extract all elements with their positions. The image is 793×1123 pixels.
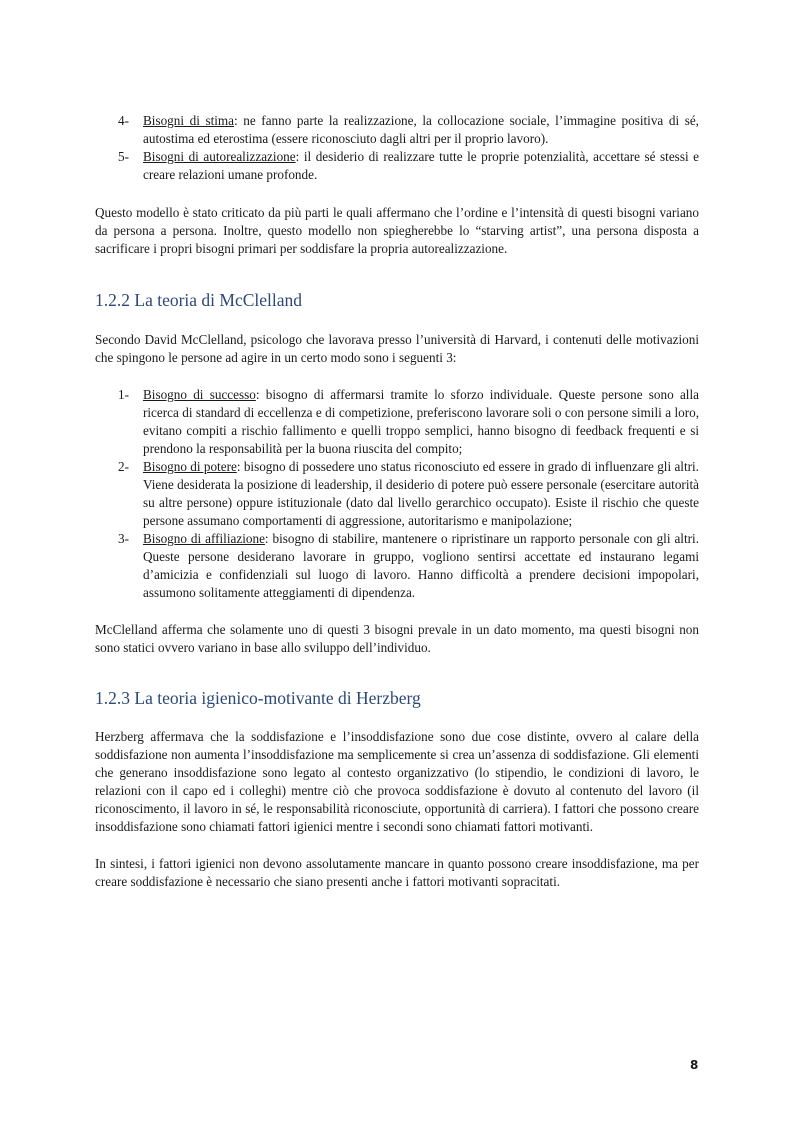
list-number: 5-	[118, 149, 129, 164]
paragraph-herzberg: Herzberg affermava che la soddisfazione e l’insoddisfazione sono due cose distinte, ovvero al calare della soddisfazione non aumenta l’insoddisfazione ma semplicemente si crea un’assenza di soddisfazione. Gli elementi che generano insoddisfazione sono legato al contesto organizzativo (lo stipendio, le condizioni di lavoro, le relazioni con il capo ed i colleghi) mentre ciò che provoca soddisfazione è dovuto al contenuto del lavoro (il riconoscimento, il lavoro in sé, le responsabilità riconosciute, opportunità di carriera). I fattori che possono creare insoddisfazione sono chiamati fattori igienici mentre i secondi sono chiamati fattori motivanti.	[95, 729, 699, 834]
paragraph-critique: Questo modello è stato criticato da più parti le quali affermano che l’ordine e l’intensità di questi bisogni variano da persona a persona. Inoltre, questo modello non spiegherebbe lo “starving artist”, una persona disposta a sacrificare i propri bisogni primari per soddisfare la propria autorealizzazione.	[95, 205, 699, 256]
paragraph-mcclelland-intro: Secondo David McClelland, psicologo che lavorava presso l’università di Harvard, i contenuti delle motivazioni che spingono le persone ad agire in un certo modo sono i seguenti 3:	[95, 332, 699, 365]
section-heading-mcclelland: 1.2.2 La teoria di McClelland	[95, 290, 303, 310]
list-text: : bisogno di stabilire, mantenere o ripristinare un rapporto personale con gli altri. Queste persone desiderano lavorare in gruppo, vogliono sentirsi accettate ed instaurano legami d’amicizia e confidenziali sul luogo di lavoro. Hanno difficoltà a prendere decisioni impopolari, assumono solitamente atteggiamenti di dipendenza.	[143, 531, 699, 600]
list-term: Bisogno di potere	[143, 459, 237, 474]
list-text: : ne fanno parte la realizzazione, la collocazione sociale, l’immagine positiva di sé, autostima ed eterostima (essere riconosciuto dagli altri per il proprio lavoro).	[143, 113, 699, 146]
list-term: Bisogni di autorealizzazione	[143, 149, 296, 164]
list-number: 1-	[118, 387, 129, 402]
paragraph-mcclelland-conclusion: McClelland afferma che solamente uno di questi 3 bisogni prevale in un dato momento, ma questi bisogni non sono statici ovvero variano in base allo sviluppo dell’individuo.	[95, 622, 699, 655]
list-term: Bisogno di successo	[143, 387, 256, 402]
list-number: 4-	[118, 113, 129, 128]
list-item	[95, 148, 699, 184]
list-item	[95, 112, 699, 148]
needs-list-top	[95, 112, 699, 184]
needs-list-mcclelland	[95, 386, 699, 602]
list-term: Bisogno di affiliazione	[143, 531, 265, 546]
list-text: : bisogno di affermarsi tramite lo sforzo individuale. Queste persone sono alla ricerca di standard di eccellenza e di competizione, preferiscono lavorare soli o con persone simili a loro, evitano compiti a rischio fallimento e quelli troppo semplici, hanno bisogno di feedback frequenti e si prendono la responsabilità per la buona riuscita del compito;	[143, 387, 699, 456]
list-number: 2-	[118, 459, 129, 474]
page-number: 8	[690, 1058, 699, 1072]
list-term: Bisogni di stima	[143, 113, 235, 128]
section-heading-herzberg: 1.2.3 La teoria igienico-motivante di Herzberg	[95, 688, 421, 708]
paragraph-summary: In sintesi, i fattori igienici non devono assolutamente mancare in quanto possono creare insoddisfazione, ma per creare soddisfazione è necessario che siano presenti anche i fattori motivanti sopracitati.	[95, 856, 699, 889]
list-number: 3-	[118, 531, 129, 546]
page-content	[95, 112, 699, 891]
list-item	[95, 458, 699, 530]
list-item	[95, 530, 699, 602]
list-item	[95, 386, 699, 458]
list-text: : bisogno di possedere uno status riconosciuto ed essere in grado di influenzare gli altri. Viene desiderata la posizione di leadership, il desiderio di potere può essere personale (esercitare autorità su altre persone) oppure istituzionale (dato dal livello gerarchico occupato). Esiste il rischio che queste persone assumano comportamenti di aggressione, autoritarismo e manipolazione;	[143, 459, 699, 528]
list-text: : il desiderio di realizzare tutte le proprie potenzialità, accettare sé stessi e creare relazioni umane profonde.	[143, 149, 700, 182]
